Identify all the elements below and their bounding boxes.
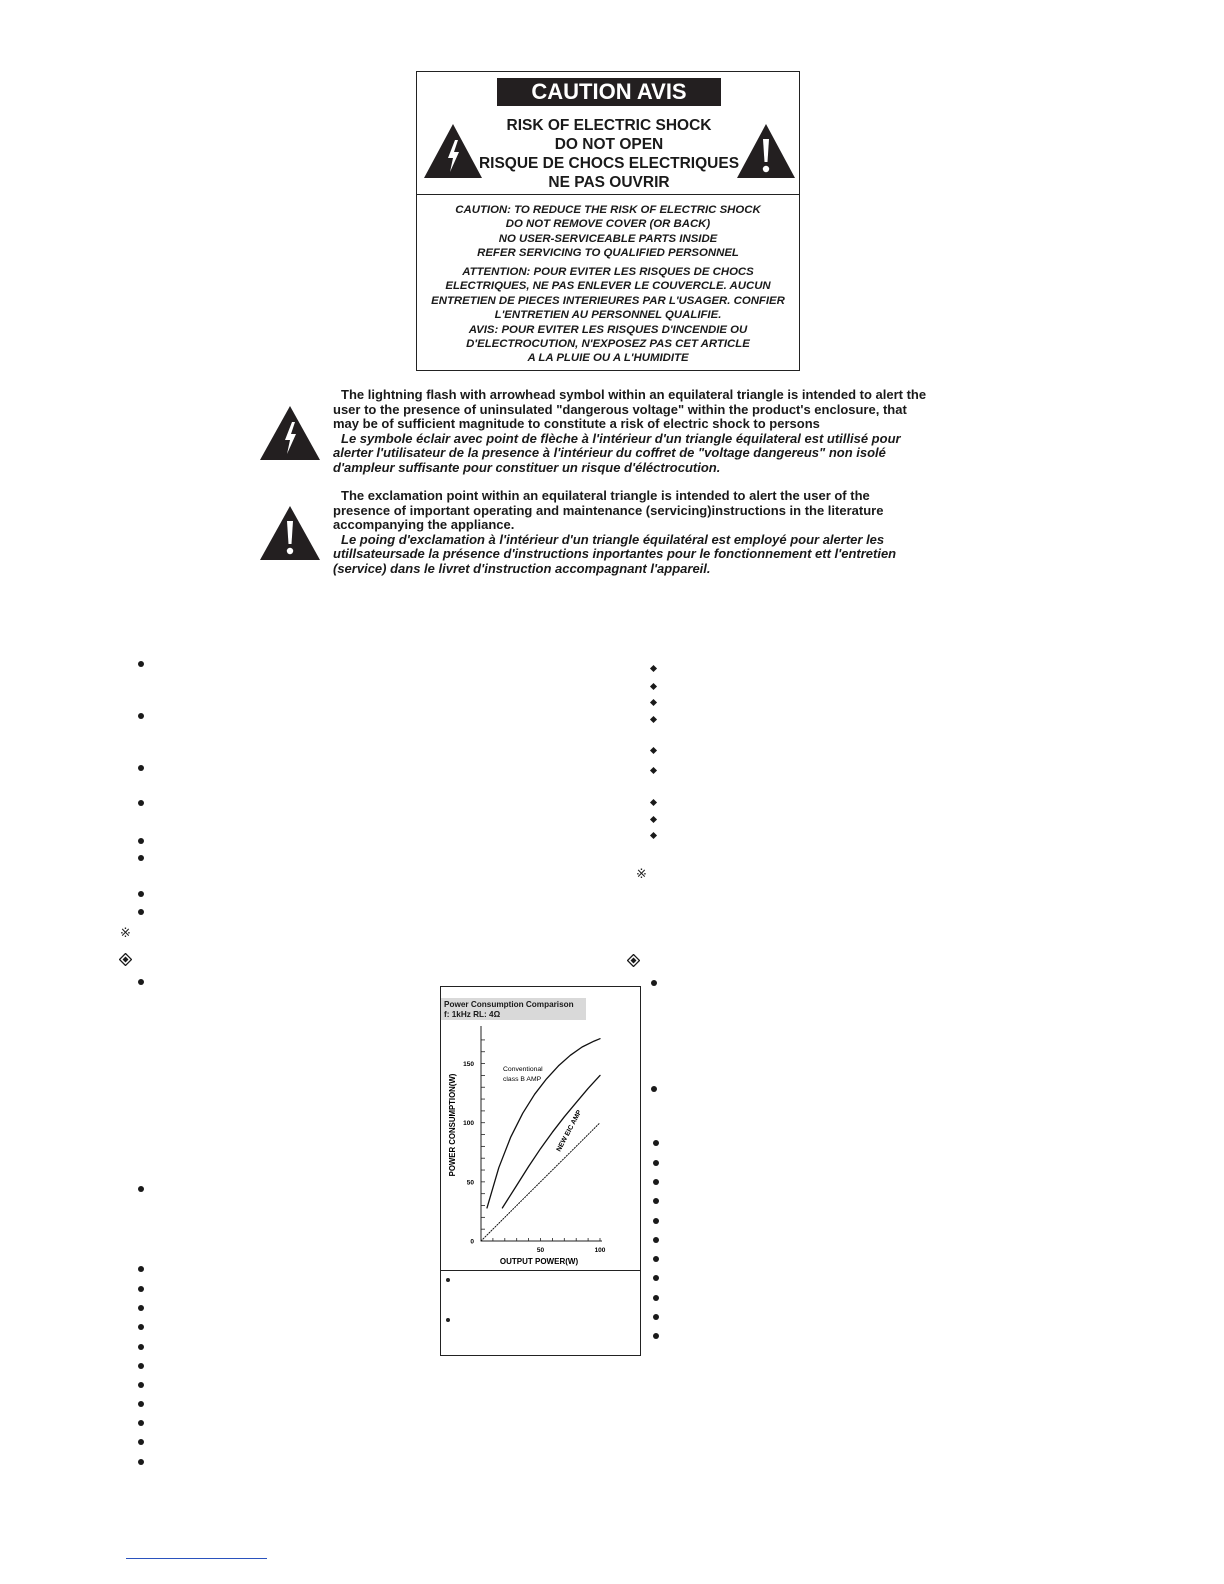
warning-french <box>417 265 799 366</box>
bullet-dot <box>138 1401 144 1407</box>
bullet-dot <box>138 1459 144 1465</box>
bullet-dot <box>138 891 144 897</box>
bullet-dot <box>653 1314 659 1320</box>
bullet-dot <box>651 1086 657 1092</box>
bullet-dot <box>138 1363 144 1369</box>
bullet-dot <box>138 1305 144 1311</box>
chart-note-bullet <box>446 1318 450 1322</box>
explanation-line-fr: (service) dans le livret d'instruction accompagnant l'appareil. <box>333 560 711 576</box>
diamond-bullet <box>650 683 657 690</box>
warning-line: ENTRETIEN DE PIECES INTERIEURES PAR L'USAGER. CONFIER <box>431 294 785 307</box>
diamond-bullet <box>650 699 657 706</box>
y-axis-label: POWER CONSUMPTION(W) <box>448 1073 457 1177</box>
y-tick-label: 50 <box>466 1179 474 1187</box>
diamond-bullet <box>650 816 657 823</box>
explanation-line: The lightning flash with arrowhead symbol within an equilateral triangle is intended to alert the <box>341 387 927 402</box>
bullet-dot <box>138 1439 144 1445</box>
exclamation-explanation-text <box>333 489 973 577</box>
bullet-dot <box>138 661 144 667</box>
bullet-dot <box>138 1324 144 1330</box>
bullet-dot <box>653 1218 659 1224</box>
bullet-dot <box>653 1333 659 1339</box>
explanation-line: may be of sufficient magnitude to constitute a risk of electric shock to persons <box>333 416 820 432</box>
bullet-dot <box>138 1382 144 1388</box>
caution-heading <box>473 116 745 192</box>
footer-link-underline <box>126 1558 267 1559</box>
bullet-dot <box>138 800 144 806</box>
explanation-line-fr: alerter l'utilisateur de la presence à l'intérieur du coffret de "voltage dangereus" non isolé <box>333 445 886 461</box>
bullet-dot <box>653 1198 659 1204</box>
warning-line: D'ELECTROCUTION, N'EXPOSEZ PAS CET ARTICLE <box>466 338 750 351</box>
series-label-new-eic: NEW EIC AMP <box>555 1109 584 1153</box>
warning-line: AVIS: POUR EVITER LES RISQUES D'INCENDIE OU <box>468 323 748 336</box>
explanation-line-fr: Le symbole éclair avec point de flèche à l'intérieur d'un triangle équilateral est utillisé pour <box>341 430 901 446</box>
y-tick-label: 0 <box>470 1238 474 1246</box>
caution-title: CAUTION AVIS <box>497 78 721 106</box>
bullet-dot <box>653 1140 659 1146</box>
bullet-dot <box>138 838 144 844</box>
warning-line: L'ENTRETIEN AU PERSONNEL QUALIFIE. <box>494 309 722 322</box>
series-line-0 <box>487 1039 600 1208</box>
series-line-1 <box>502 1075 600 1208</box>
explanation-line: presence of important operating and maintenance (servicing)instructions in the literature <box>333 502 884 518</box>
heading-line: NE PAS OUVRIR <box>548 174 670 191</box>
bullet-dot <box>138 909 144 915</box>
bullet-dot <box>138 1266 144 1272</box>
heading-line: RISK OF ELECTRIC SHOCK <box>506 117 712 134</box>
diamond-bullet <box>650 767 657 774</box>
warning-line: REFER SERVICING TO QUALIFIED PERSONNEL <box>477 247 739 260</box>
diamond-bullet <box>650 665 657 672</box>
bullet-dot <box>653 1275 659 1281</box>
reference-mark-icon: ※ <box>120 925 131 940</box>
warning-line: CAUTION: TO REDUCE THE RISK OF ELECTRIC SHOCK <box>455 204 761 216</box>
diamond-bullet <box>650 716 657 723</box>
warning-line: NO USER-SERVICEABLE PARTS INSIDE <box>498 232 718 245</box>
caution-box <box>416 71 800 371</box>
bullet-dot <box>651 980 657 986</box>
warning-line: ATTENTION: POUR EVITER LES RISQUES DE CHOCS <box>462 266 754 278</box>
chart-subtitle: f: 1kHz RL: 4Ω <box>444 1010 501 1019</box>
reference-mark-icon: ※ <box>636 866 647 881</box>
chart-divider <box>440 1270 641 1271</box>
warning-line: DO NOT REMOVE COVER (OR BACK) <box>505 218 711 231</box>
bullet-dot <box>653 1237 659 1243</box>
lightning-triangle-icon <box>258 404 322 462</box>
bullet-dot <box>653 1256 659 1262</box>
y-tick-label: 100 <box>463 1120 474 1128</box>
heading-line: RISQUE DE CHOCS ELECTRIQUES <box>478 155 740 172</box>
explanation-line: accompanying the appliance. <box>333 517 515 533</box>
bullet-dot <box>138 855 144 861</box>
power-consumption-chart <box>440 986 641 1356</box>
explanation-line: user to the presence of uninsulated "dangerous voltage" within the product's enclosure, that <box>333 401 907 417</box>
exclamation-triangle-icon <box>258 504 322 562</box>
bullet-dot <box>138 1286 144 1292</box>
bullet-dot <box>653 1179 659 1185</box>
warning-line: ELECTRIQUES, NE PAS ENLEVER LE COUVERCLE. AUCUN <box>445 280 771 293</box>
x-tick-label: 50 <box>536 1247 545 1254</box>
series-label-conventional-line2: class B AMP <box>503 1076 542 1083</box>
chart-title: Power Consumption Comparison <box>444 1000 574 1009</box>
diamond-bullet <box>650 832 657 839</box>
series-label-conventional-line1: Conventional <box>503 1066 543 1073</box>
y-tick-label: 150 <box>463 1061 474 1069</box>
diamond-bullet <box>650 747 657 754</box>
bullet-dot <box>138 765 144 771</box>
x-tick-label: 100 <box>594 1247 606 1254</box>
bullet-dot <box>138 713 144 719</box>
diamond-outline-icon <box>627 954 640 967</box>
bullet-dot <box>653 1160 659 1166</box>
bullet-dot <box>138 1186 144 1192</box>
caution-divider <box>417 194 799 195</box>
x-axis-label: OUTPUT POWER(W) <box>499 1257 579 1266</box>
explanation-line-fr: Le poing d'exclamation à l'intérieur d'un triangle équilatéral est employé pour alerter les <box>341 531 885 547</box>
bullet-dot <box>138 1344 144 1350</box>
explanation-line-fr: utillsateursade la présence d'instructions inportantes pour le fonctionnement ett l'entretien <box>333 546 897 562</box>
chart-note-bullet <box>446 1278 450 1282</box>
heading-line: DO NOT OPEN <box>554 136 664 153</box>
series-line-2 <box>481 1123 600 1241</box>
explanation-line-fr: d'ampleur suffisante pour constituer un risque d'éléctrocution. <box>333 459 721 475</box>
diamond-outline-icon <box>119 953 132 966</box>
lightning-explanation-text <box>333 388 973 476</box>
diamond-bullet <box>650 799 657 806</box>
bullet-dot <box>138 979 144 985</box>
chart-axes <box>481 1026 602 1241</box>
warning-line: A LA PLUIE OU A L'HUMIDITE <box>527 352 689 365</box>
warning-english <box>417 203 799 261</box>
bullet-dot <box>653 1295 659 1301</box>
explanation-line: The exclamation point within an equilateral triangle is intended to alert the user of the <box>341 488 870 503</box>
bullet-dot <box>138 1420 144 1426</box>
